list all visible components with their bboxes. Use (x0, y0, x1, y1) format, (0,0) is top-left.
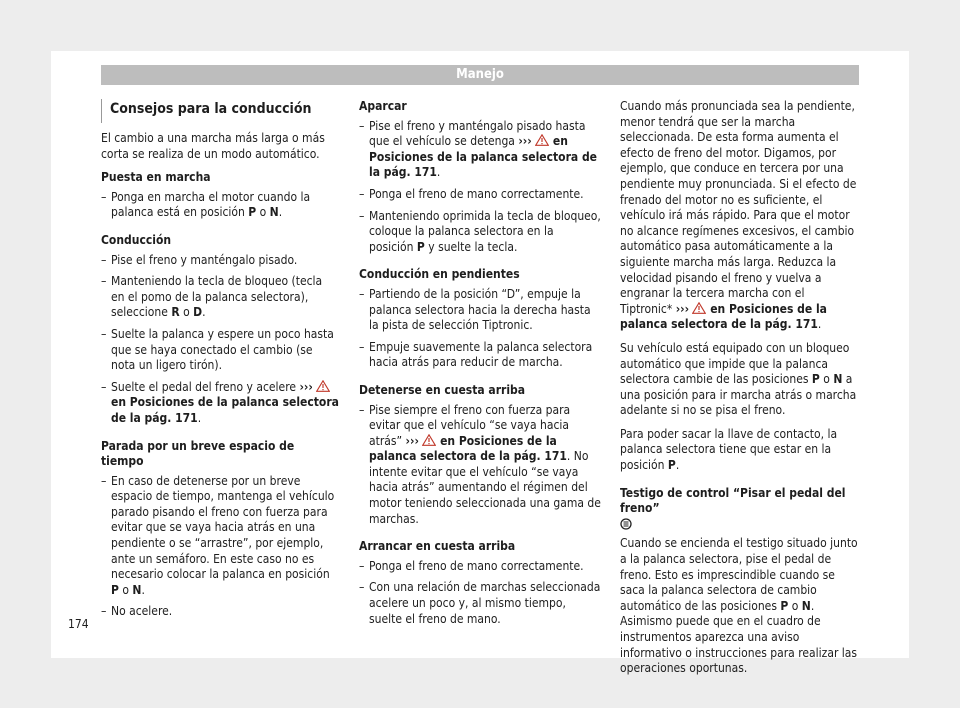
list-item: – Ponga en marcha el motor cuando la palanca está en posición P o N. (101, 190, 339, 221)
warning-triangle-icon (692, 302, 706, 314)
heading-testigo: Testigo de control “Pisar el pedal del freno” (620, 486, 860, 533)
cross-reference-link[interactable]: en Posiciones de la palanca selectora de la pág. 171 (369, 433, 567, 464)
cross-reference-arrow: ››› (405, 433, 419, 448)
cross-reference-arrow: ››› (675, 301, 690, 316)
list-pendientes (359, 287, 601, 371)
list-detenerse (359, 403, 601, 528)
page-number: 174 (68, 617, 89, 631)
list-parada (101, 474, 339, 620)
warning-triangle-icon (535, 134, 549, 146)
list-item: – Manteniendo oprimida la tecla de bloqueo, coloque la palanca selectora en la posición P y suelte la tecla. (359, 209, 601, 256)
warning-triangle-icon (422, 434, 436, 446)
paragraph: Para poder sacar la llave de contacto, la palanca selectora tiene que estar en la posición P. (620, 426, 838, 473)
paragraph: Cuando más pronunciada sea la pendiente, menor tendrá que ser la marcha seleccionada. De esta forma aumenta el efecto de freno del motor. Digamos, por ejemplo, que conduce en tercera por una pendiente muy pronunciada. Si el efecto de frenado del motor no es suficiente, el vehículo irá más rápido. Para que el motor no alcance regímenes excesivos, el cambio automático pasa automáticamente a la siguiente marcha más larga. Reduzca la velocidad pisando el freno y vuelva a engranar la tercera marcha con el Tiptronic* ››› en Posiciones de la palanca selectora de la pág. 171. (620, 99, 857, 332)
column-right (620, 99, 860, 685)
intro-paragraph: El cambio a una marcha más larga o más corta se realiza de un modo automático. (101, 131, 325, 161)
list-conduccion (101, 253, 339, 427)
list-item: – Empuje suavemente la palanca selectora hacia atrás para reducir de marcha. (359, 340, 601, 371)
list-item: – Suelte el pedal del freno y acelere ››› en Posiciones de la palanca selectora de la pág. 171. (101, 380, 339, 427)
heading-conduccion-pendientes: Conducción en pendientes (359, 267, 520, 282)
brake-pedal-warning-icon (620, 518, 632, 530)
list-puesta-en-marcha (101, 190, 339, 221)
column-left (101, 99, 339, 626)
cross-reference-arrow: ››› (518, 134, 532, 149)
heading-aparcar: Aparcar (359, 99, 407, 113)
list-item: – Pise el freno y manténgalo pisado. (101, 253, 339, 269)
list-item: – Manteniendo la tecla de bloqueo (tecla en el pomo de la palanca selectora), seleccione R o D. (101, 274, 339, 321)
column-middle (359, 99, 601, 633)
paragraph: Cuando se encienda el testigo situado junto a la palanca selectora, pise el pedal de freno. Esto es imprescindible cuando se saca la palanca selectora de cambio automático de las posiciones P o N. Asimismo puede que en el cuadro de instrumentos aparezca una aviso informativo o instrucciones para realizar las operaciones oportunas. (620, 536, 858, 676)
list-item: – Pise el freno y manténgalo pisado hasta que el vehículo se detenga ››› en Posiciones de la palanca selectora de la pág. 171. (359, 119, 601, 181)
list-aparcar (359, 119, 601, 256)
section-title: Consejos para la conducción (101, 99, 339, 123)
heading-arrancar-cuesta: Arrancar en cuesta arriba (359, 539, 516, 554)
heading-detenerse-cuesta: Detenerse en cuesta arriba (359, 382, 526, 397)
list-item: – En caso de detenerse por un breve espacio de tiempo, mantenga el vehículo parado pisando el freno con fuerza para evitar que se vaya hacia atrás en una pendiente o se “arrastre”, por ejemplo, ante un semáforo. En este caso no es necesario colocar la palanca en posición P o N. (101, 474, 339, 599)
cross-reference-link[interactable]: en Posiciones de la palanca selectora de la pág. 171 (620, 301, 827, 332)
chapter-header: Manejo (101, 65, 859, 85)
heading-parada: Parada por un breve espacio de tiempo (101, 438, 295, 469)
list-arrancar (359, 559, 601, 627)
list-item: – No acelere. (101, 604, 339, 620)
cross-reference-link[interactable]: en Posiciones de la palanca selectora de la pág. 171 (369, 134, 597, 180)
cross-reference-arrow: ››› (299, 379, 313, 394)
list-item: – Suelte la palanca y espere un poco hasta que se haya conectado el cambio (se nota un ligero tirón). (101, 327, 339, 374)
heading-conduccion: Conducción (101, 232, 172, 247)
list-item: – Ponga el freno de mano correctamente. (359, 559, 601, 575)
heading-puesta-en-marcha: Puesta en marcha (101, 170, 211, 185)
list-item: – Partiendo de la posición “D”, empuje la palanca selectora hacia la derecha hasta la pista de selección Tiptronic. (359, 287, 601, 334)
paragraph: Su vehículo está equipado con un bloqueo automático que impide que la palanca selectora cambie de las posiciones P o N a una posición para ir marcha atrás o marcha adelante si no se pisa el freno. (620, 340, 857, 418)
list-item: – Pise siempre el freno con fuerza para evitar que el vehículo “se vaya hacia atrás” ››› en Posiciones de la palanca selectora de la pág. 171. No intente evitar que el vehículo “se vaya hacia atrás” aumentando el régimen del motor teniendo seleccionada una gama de marchas. (359, 403, 601, 528)
cross-reference-link[interactable]: en Posiciones de la palanca selectora de la pág. 171 (111, 395, 339, 425)
list-item: – Ponga el freno de mano correctamente. (359, 187, 601, 203)
warning-triangle-icon (316, 380, 330, 392)
list-item: – Con una relación de marchas seleccionada acelere un poco y, al mismo tiempo, suelte el freno de mano. (359, 580, 601, 627)
